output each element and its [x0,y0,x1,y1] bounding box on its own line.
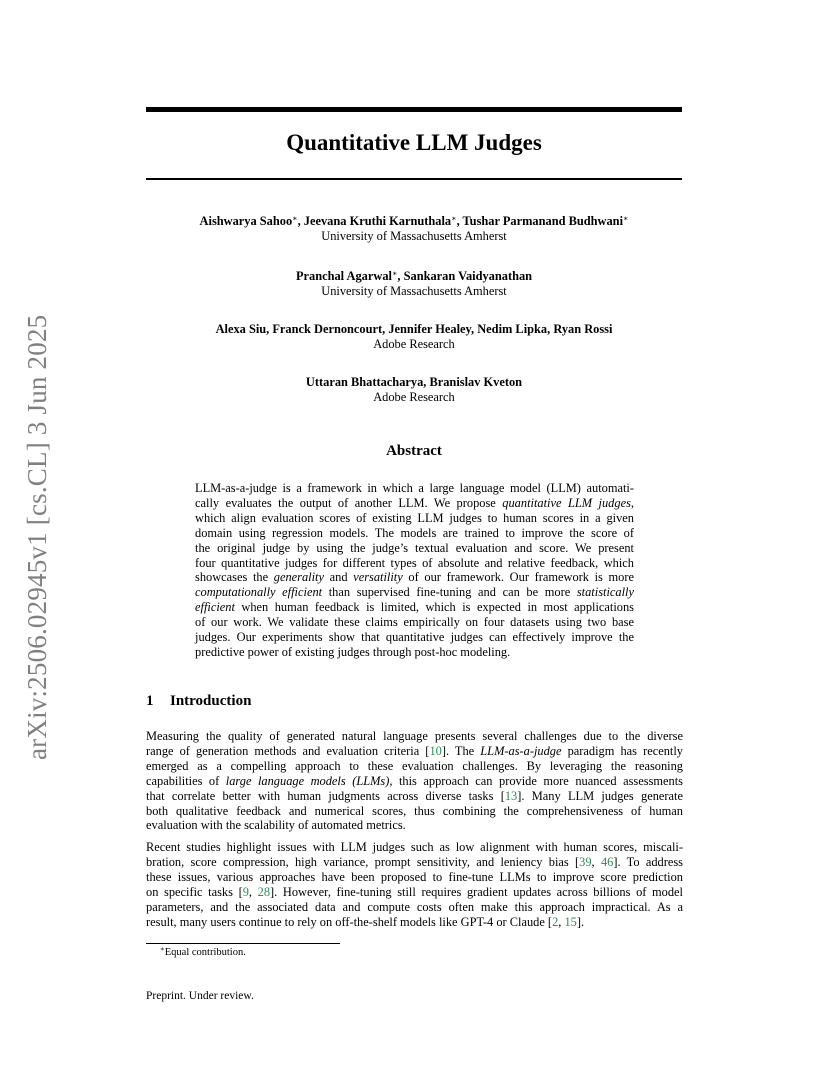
paragraph-line: both qualitative feedback and numerical scores, thus combining the comprehensiveness of human [146,803,683,818]
author-affiliation: Adobe Research [373,337,455,351]
abstract-line: of our work. We validate these claims empirically on four datasets using two base [195,615,634,630]
paragraph-line: Measuring the quality of generated natural language presents several challenges due to the diverse [146,729,683,743]
paragraph-line: range of generation methods and evaluation criteria [10]. The LLM-as-a-judge paradigm has recently [146,743,683,758]
abstract-heading: Abstract [386,443,442,459]
title-bottom-rule [146,178,682,180]
abstract-line: cally evaluates the output of another LLM. We propose quantitative LLM judges, [195,495,635,510]
abstract-line: the original judge by using the judge’s textual evaluation and score. We present [195,540,634,555]
abstract-line: domain using regression models. The models are trained to improve the score of [195,525,634,540]
abstract-body [195,481,634,660]
author-name: Uttaran Bhattacharya, Branislav Kveton [305,375,523,389]
author-group [146,214,682,244]
author-affiliation: University of Massachusetts Amherst [321,229,507,243]
author-name: Sankaran Vaidyanathan [403,269,533,283]
equal-contribution-mark: ∗ [623,214,629,223]
abstract-line: showcases the generality and versatility of our framework. Our framework is more [195,570,634,585]
paper-title: Quantitative LLM Judges [286,130,542,155]
footnote-rule [146,943,340,944]
abstract-line: four quantitative judges for different types of absolute and relative feedback, which [195,555,634,570]
author-names [146,322,682,337]
citation-link[interactable]: 28 [257,884,271,899]
intro-paragraph-2 [146,840,683,929]
equal-contribution-mark: ∗ [451,214,457,223]
citation-link[interactable]: 46 [600,854,614,869]
author-group [146,375,682,405]
section-title: Introduction [170,693,252,709]
paragraph-line: evaluation with the scalability of automated metrics. [146,818,406,833]
paragraph-line: result, many users continue to rely on off-the-shelf models like GPT-4 or Claude [2, 15]. [146,914,585,929]
abstract-line: which align evaluation scores of existing LLM judges to human scores in a given [195,510,634,525]
section-heading [146,693,251,710]
citation-link[interactable]: 13 [504,788,518,803]
author-names: Pranchal Agarwal∗, Sankaran Vaidyanathan [295,269,533,283]
abstract-line: computationally efficient than supervised fine-tuning and can be more statistically [195,585,634,600]
equal-contribution-mark: ∗ [391,269,398,278]
paragraph-line: emerged as a compelling approach to these evaluation challenges. By leveraging the reasoning [146,758,683,773]
section-number: 1 [146,693,154,709]
paragraph-line: these issues, various approaches have been proposed to fine-tune LLMs to improve score prediction [146,869,683,884]
author-affiliation: Adobe Research [373,390,455,404]
equal-contribution-mark: ∗ [292,214,298,223]
author-names: Aishwarya Sahoo∗, Jeevana Kruthi Karnuthala∗, Tushar Parmanand Budhwani∗ [199,214,629,228]
arxiv-sidebar-stamp: arXiv:2506.02945v1 [cs.CL] 3 Jun 2025 [22,314,52,760]
abstract-line: judges. Our experiments show that quantitative judges can effectively improve the [195,630,634,645]
citation-link[interactable]: 2 [552,914,559,929]
paragraph-line: on specific tasks [9, 28]. However, fine-tuning still requires gradient updates across billions of model [146,884,683,899]
paragraph-line: parameters, and the associated data and compute costs often make this approach impractical. As a [146,899,683,914]
title-top-rule [146,107,682,112]
paragraph-line: that correlate better with human judgments across diverse tasks [13]. Many LLM judges generate [146,788,684,803]
author-group [146,269,682,299]
author-name: Tushar Parmanand Budhwani [462,214,624,228]
abstract-line: predictive power of existing judges through post-hoc modeling. [195,644,511,659]
preprint-notice: Preprint. Under review. [146,990,254,1002]
author-affiliation: University of Massachusetts Amherst [321,284,507,298]
author-name: Jeevana Kruthi Karnuthala [303,214,452,228]
citation-link[interactable]: 9 [242,884,249,899]
author-name: Aishwarya Sahoo [199,214,293,228]
citation-link[interactable]: 10 [429,743,442,758]
footnote [160,947,246,958]
paragraph-line: capabilities of large language models (LLMs), this approach can provide more nuanced assessments [146,773,683,788]
paragraph-line: bration, score compression, high variance, prompt sensitivity, and leniency bias [39, 46]. To address [146,854,683,869]
author-name: Alexa Siu, Franck Dernoncourt, Jennifer Healey, Nedim Lipka, Ryan Rossi [215,322,613,336]
abstract-line: efficient when human feedback is limited, which is expected in most applications [195,600,634,615]
intro-paragraph-1 [146,729,683,833]
citation-link[interactable]: 39 [579,854,592,869]
footnote-text: Equal contribution. [164,947,246,958]
abstract-line: LLM-as-a-judge is a framework in which a large language model (LLM) automati- [195,481,634,495]
author-group [146,322,682,352]
paragraph-line: Recent studies highlight issues with LLM judges such as low alignment with human scores, miscali- [146,840,683,854]
author-name: Pranchal Agarwal [295,269,392,283]
author-names [146,375,682,390]
footnote-mark: ∗ [160,945,165,953]
citation-link[interactable]: 15 [564,914,577,929]
